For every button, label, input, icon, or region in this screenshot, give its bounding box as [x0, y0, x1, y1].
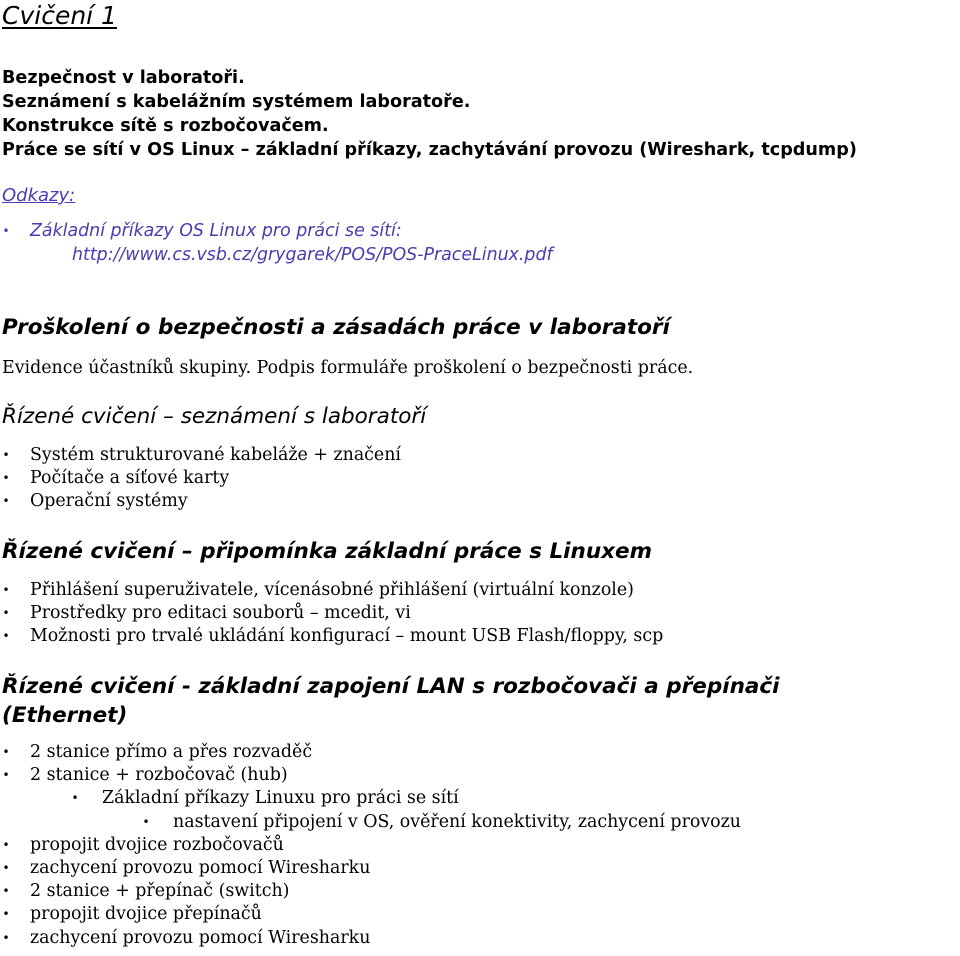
bullet-icon: •	[2, 745, 10, 759]
list-item: • propojit dvojice přepínačů	[0, 903, 741, 926]
intro-line: Seznámení s kabelážním systémem laboratoře.	[2, 92, 471, 112]
bullet-icon: •	[2, 629, 10, 644]
section-heading-safety: Proškolení o bezpečnosti a zásadách práce v laboratoří	[2, 315, 670, 340]
list-item: • 2 stanice + přepínač (switch)	[0, 880, 741, 903]
bullet-icon: •	[2, 907, 10, 922]
links-list	[0, 219, 553, 267]
section-heading-lan-line2: (Ethernet)	[2, 703, 128, 728]
list-item: • propojit dvojice rozbočovačů	[0, 834, 741, 857]
list-item: • Systém strukturované kabeláže + značení	[0, 444, 401, 467]
list-item: • 2 stanice + rozbočovač (hub)	[0, 764, 741, 787]
intro-line: Práce se sítí v OS Linux – základní příkazy, zachytávání provozu (Wireshark, tcpdump)	[2, 140, 857, 160]
list-item: • zachycení provozu pomocí Wiresharku	[0, 927, 741, 950]
section-heading-lan-line1: Řízené cvičení - základní zapojení LAN s rozbočovači a přepínači	[2, 674, 780, 699]
section-heading-lan	[2, 672, 780, 730]
intro-line: Konstrukce sítě s rozbočovačem.	[2, 116, 329, 136]
bullet-icon: •	[2, 471, 10, 486]
bullet-icon: •	[2, 930, 10, 945]
safety-paragraph: Evidence účastníků skupiny. Podpis formuláře proškolení o bezpečnosti práce.	[2, 358, 694, 378]
bullet-icon: •	[142, 814, 150, 829]
bullet-icon: •	[2, 861, 10, 876]
bullet-icon: •	[2, 768, 10, 783]
section-heading-lab-intro: Řízené cvičení – seznámení s laboratoří	[2, 404, 427, 429]
section-heading-linux: Řízené cvičení – připomínka základní práce s Linuxem	[2, 539, 653, 564]
list-item: • Prostředky pro editaci souborů – mcedit, vi	[0, 602, 663, 625]
list-item: • Operační systémy	[0, 490, 401, 513]
list-item-nested: • Základní příkazy Linuxu pro práci se sítí	[0, 787, 741, 810]
bullet-icon: •	[2, 837, 10, 852]
bullet-icon: •	[2, 884, 10, 899]
list-item: • zachycení provozu pomocí Wiresharku	[0, 857, 741, 880]
intro-lines	[2, 66, 857, 162]
link-url[interactable]: http://www.cs.vsb.cz/grygarek/POS/POS-PraceLinux.pdf	[72, 245, 553, 265]
link-item[interactable]	[0, 219, 553, 267]
list-item: • Možnosti pro trvalé ukládání konfigurací – mount USB Flash/floppy, scp	[0, 625, 663, 648]
bullet-icon: •	[2, 494, 10, 509]
bullet-icon: •	[71, 791, 79, 806]
list-item: • Počítače a síťové karty	[0, 467, 401, 490]
page-title: Cvičení 1	[2, 1, 117, 30]
bullet-icon: •	[2, 448, 10, 462]
bullet-icon: •	[2, 224, 10, 238]
linux-list	[0, 579, 663, 649]
links-heading: Odkazy:	[2, 185, 76, 206]
list-item-nested: • nastavení připojení v OS, ověření konektivity, zachycení provozu	[0, 811, 741, 834]
list-item: • 2 stanice přímo a přes rozvaděč	[0, 741, 741, 764]
lab-intro-list	[0, 444, 401, 514]
intro-line: Bezpečnost v laboratoři.	[2, 68, 245, 88]
bullet-icon: •	[2, 583, 10, 597]
bullet-icon: •	[2, 606, 10, 621]
list-item: • Přihlášení superuživatele, vícenásobné přihlášení (virtuální konzole)	[0, 579, 663, 602]
lan-list	[0, 741, 741, 950]
link-text: Základní příkazy OS Linux pro práci se sítí:	[30, 221, 402, 241]
